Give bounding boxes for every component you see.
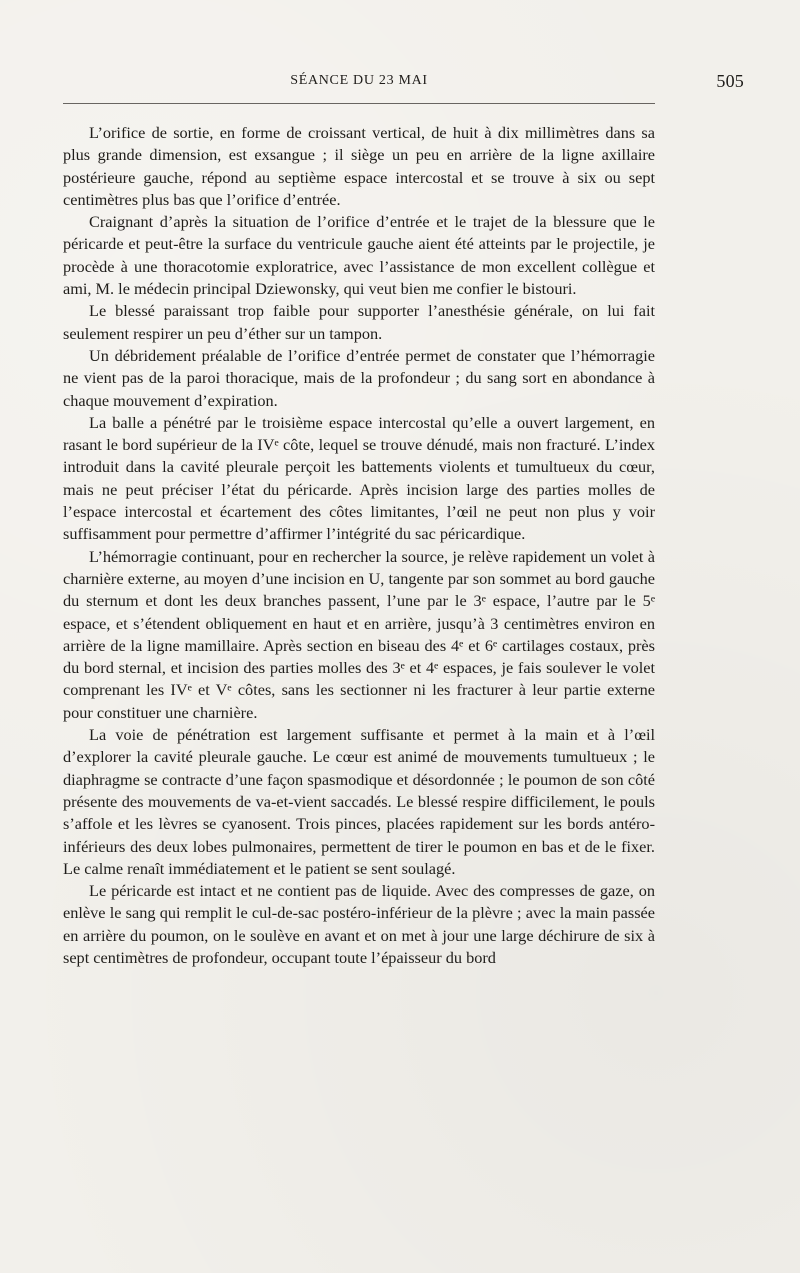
paragraph: La balle a pénétré par le troisième espace intercostal qu’elle a ouvert largement, en rasant le bord supérieur de la IVᵉ côte, lequel se trouve dénudé, mais non fracturé. L’index introduit dans la cavité pleurale perçoit les battements violents et tumultueux du cœur, mais ne peut préciser l’état du péricarde. Après incision large des parties molles de l’espace intercostal et écartement des côtes limitantes, l’œil ne peut non plus y voir suffisamment pour permettre d’affirmer l’intégrité du sac péricardique. [63, 412, 655, 544]
header-rule [63, 103, 655, 104]
paragraph: Un débridement préalable de l’orifice d’entrée permet de constater que l’hémorragie ne vient pas de la paroi thoracique, mais de la profondeur ; du sang sort en abondance à chaque mouvement d’expiration. [63, 345, 655, 410]
paragraph: Le blessé paraissant trop faible pour supporter l’anesthésie générale, on lui fait seulement respirer un peu d’éther sur un tampon. [63, 301, 655, 343]
page-header [63, 71, 744, 107]
paragraph: La voie de pénétration est largement suffisante et permet à la main et à l’œil d’explorer la cavité pleurale gauche. Le cœur est animé de mouvements tumultueux ; le diaphragme se contracte d’une façon spasmodique et désordonnée ; le poumon de son côté présente des mouvements de va-et-vient saccadés. Le blessé respire difficilement, le pouls s’affole et les lèvres se cyanosent. Trois pinces, placées rapidement sur les bords antéro-inférieurs des deux lobes pulmonaires, permettent de tirer le poumon en bas et de le fixer. Le calme renaît immédiatement et le patient se sent soulagé. [63, 725, 655, 878]
running-head: SÉANCE DU 23 MAI [290, 73, 428, 88]
paragraph: Craignant d’après la situation de l’orifice d’entrée et le trajet de la blessure que le péricarde et peut-être la surface du ventricule gauche aient été atteints par le projectile, je procède à une thoracotomie exploratrice, avec l’assistance de mon excellent collègue et ami, M. le médecin principal Dziewonsky, qui veut bien me confier le bistouri. [63, 212, 655, 299]
paragraph: L’hémorragie continuant, pour en rechercher la source, je relève rapidement un volet à charnière externe, au moyen d’une incision en U, tangente par son sommet au bord gauche du sternum et dont les deux branches passent, l’une par le 3ᵉ espace, l’autre par le 5ᵉ espace, et s’étendent obliquement en haut et en arrière, jusqu’à 3 centimètres environ en arrière de la ligne mamillaire. Après section en biseau des 4ᵉ et 6ᵉ cartilages costaux, près du bord sternal, et incision des parties molles des 3ᵉ et 4ᵉ espaces, je fais soulever le volet comprenant les IVᵉ et Vᵉ côtes, sans les sectionner ni les fracturer à leur partie externe pour constituer une charnière. [63, 546, 655, 722]
body-text [63, 122, 655, 969]
page-number: 505 [716, 71, 744, 91]
paragraph: L’orifice de sortie, en forme de croissant vertical, de huit à dix millimètres dans sa plus grande dimension, est exsangue ; il siège un peu en arrière de la ligne axillaire postérieure gauche, répond au septième espace intercostal et se trouve à six ou sept centimètres plus bas que l’orifice d’entrée. [63, 123, 655, 209]
paragraph: Le péricarde est intact et ne contient pas de liquide. Avec des compresses de gaze, on enlève le sang qui remplit le cul-de-sac postéro-inférieur de la plèvre ; avec la main passée en arrière du poumon, on le soulève en avant et on met à jour une large déchirure de six à sept centimètres de profondeur, occupant toute l’épaisseur du bord [63, 881, 655, 967]
